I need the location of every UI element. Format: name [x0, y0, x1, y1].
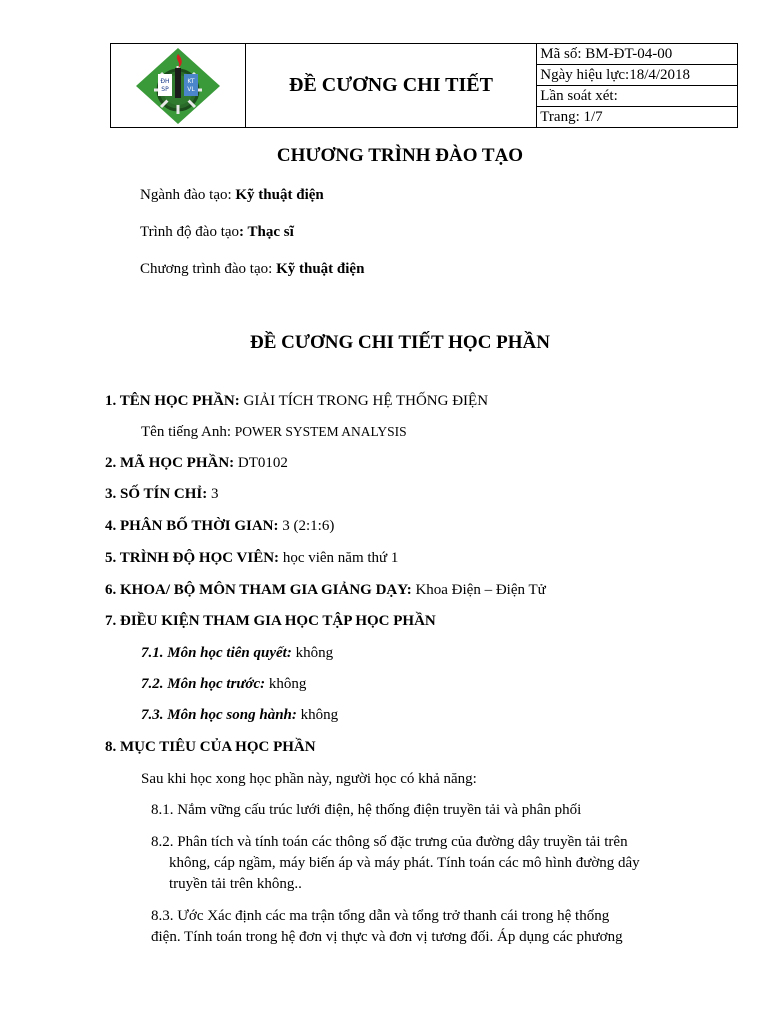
major-line — [140, 187, 324, 204]
level-line — [140, 224, 294, 241]
section-7 — [105, 613, 436, 630]
section-7-1-label: 7.1. Môn học tiên quyết: — [141, 645, 292, 661]
section-1-value: GIẢI TÍCH TRONG HỆ THỐNG ĐIỆN — [239, 393, 489, 409]
university-logo-icon — [134, 46, 222, 126]
meta-page: Trang: 1/7 — [540, 109, 603, 125]
logo-cell — [111, 44, 246, 128]
section-7-3 — [141, 707, 338, 724]
program-label: Chương trình đào tạo: — [140, 261, 273, 277]
section-2 — [105, 455, 288, 472]
section-1-label: 1. TÊN HỌC PHẦN: — [105, 393, 240, 409]
english-name-value: POWER SYSTEM ANALYSIS — [234, 424, 407, 439]
major-value: Kỹ thuật điện — [235, 187, 324, 203]
meta-revision: Lần soát xét: — [537, 86, 737, 107]
section-4 — [105, 518, 334, 535]
section-4-value: 3 (2:1:6) — [278, 518, 335, 534]
program-title: CHƯƠNG TRÌNH ĐÀO TẠO — [276, 145, 524, 166]
section-7-3-label: 7.3. Môn học song hành: — [141, 707, 297, 723]
english-name-label: Tên tiếng Anh: — [141, 424, 235, 440]
program-value: Kỹ thuật điện — [276, 261, 365, 277]
section-7-label: 7. ĐIỀU KIỆN THAM GIA HỌC TẬP HỌC PHẦN — [105, 613, 436, 629]
section-8-intro: Sau khi học xong học phần này, người học có khả năng: — [141, 771, 477, 787]
section-8 — [105, 739, 316, 756]
section-4-label: 4. PHÂN BỐ THỜI GIAN: — [105, 518, 279, 534]
section-7-1 — [141, 645, 333, 662]
major-label: Ngành đào tạo: — [140, 187, 232, 203]
objective-8-3-line-2: điện. Tính toán trong hệ đơn vị thực và đơn vị tương đối. Áp dụng các phương — [151, 929, 623, 945]
section-7-2 — [141, 676, 306, 693]
section-7-2-label: 7.2. Môn học trước: — [141, 676, 266, 692]
section-7-1-value: không — [291, 645, 334, 661]
logo-text: KT — [187, 77, 195, 85]
meta-code: Mã số: BM-ĐT-04-00 — [537, 44, 737, 65]
objective-8-2-line-2: không, cáp ngầm, máy biến áp và máy phát. Tính toán các mô hình đường dây — [169, 855, 640, 871]
header-meta — [537, 44, 738, 128]
section-2-value: DT0102 — [234, 455, 288, 471]
section-8-label: 8. MỤC TIÊU CỦA HỌC PHẦN — [105, 739, 316, 755]
level-value: : Thạc sĩ — [239, 224, 294, 240]
program-line — [140, 261, 364, 278]
section-5 — [105, 550, 398, 567]
objective-8-3-line-1: 8.3. Ước Xác định các ma trận tổng dẫn và tổng trở thanh cái trong hệ thống — [151, 908, 610, 924]
outline-title: ĐỀ CƯƠNG CHI TIẾT HỌC PHẦN — [250, 332, 550, 353]
section-6-label: 6. KHOA/ BỘ MÔN THAM GIA GIẢNG DẠY: — [105, 582, 412, 598]
section-5-label: 5. TRÌNH ĐỘ HỌC VIÊN: — [105, 550, 280, 566]
logo-text: VL — [187, 85, 195, 93]
objective-8-2-line-1: 8.2. Phân tích và tính toán các thông số đặc trưng của đường dây truyền tải trên — [151, 834, 628, 850]
section-5-value: học viên năm thứ 1 — [279, 550, 399, 566]
logo-text: ĐH — [160, 77, 170, 85]
section-7-2-value: không — [265, 676, 307, 692]
section-6 — [105, 582, 546, 599]
section-3-value: 3 — [207, 486, 219, 502]
level-label: Trình độ đào tạo — [140, 224, 240, 240]
section-3 — [105, 486, 219, 503]
section-1-english — [141, 424, 407, 441]
section-1 — [105, 393, 488, 410]
meta-effective-date: Ngày hiệu lực:18/4/2018 — [537, 65, 737, 86]
objective-8-2-line-3: truyền tải trên không.. — [169, 876, 302, 892]
logo-text: SP — [161, 85, 169, 93]
section-7-3-value: không — [296, 707, 339, 723]
section-6-value: Khoa Điện – Điện Tử — [411, 582, 546, 598]
document-header — [110, 43, 738, 128]
header-title: ĐỀ CƯƠNG CHI TIẾT — [245, 44, 537, 128]
section-3-label: 3. SỐ TÍN CHỈ: — [105, 486, 208, 502]
objective-8-1: 8.1. Nắm vững cấu trúc lưới điện, hệ thống điện truyền tải và phân phối — [151, 802, 582, 818]
section-2-label: 2. MÃ HỌC PHẦN: — [105, 455, 235, 471]
